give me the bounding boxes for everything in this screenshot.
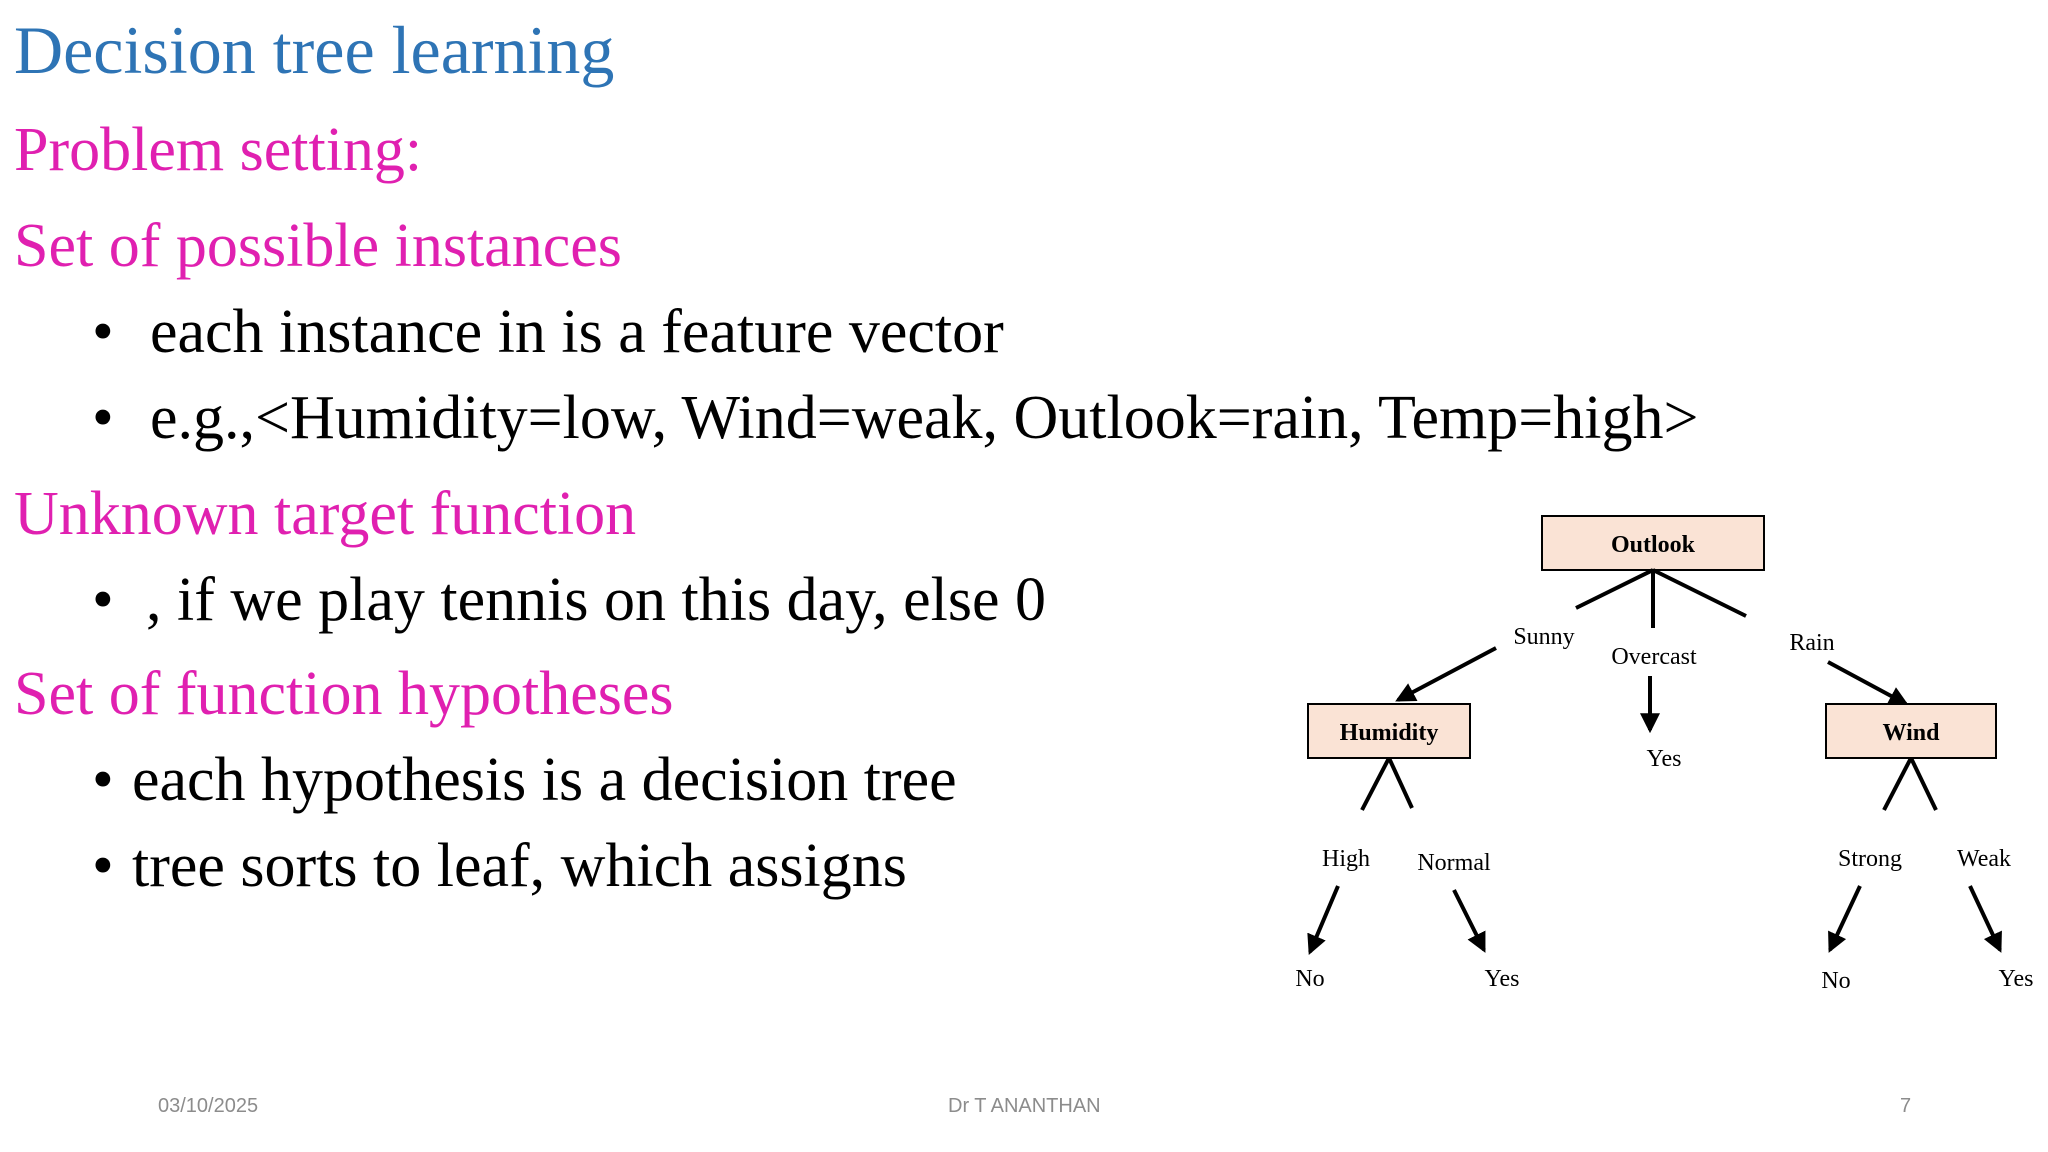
- edge-humidity-normal-upper: [1389, 758, 1412, 808]
- edge-high-to-no: [1310, 886, 1338, 952]
- bullet-text: e.g.,<Humidity=low, Wind=weak, Outlook=rain, Temp=high>: [150, 384, 1699, 452]
- bullet-dot: •: [92, 298, 114, 366]
- branch-label-strong: Strong: [1837, 846, 1903, 872]
- bullet-text: tree sorts to leaf, which assigns: [132, 832, 907, 900]
- hypotheses-heading: Set of function hypotheses: [14, 660, 674, 728]
- edge-normal-to-yes: [1454, 890, 1484, 950]
- branch-label-weak: Weak: [1956, 846, 2012, 872]
- instances-heading: Set of possible instances: [14, 212, 622, 280]
- edge-outlook-rain-upper: [1653, 570, 1746, 616]
- edge-humidity-high-upper: [1362, 758, 1389, 810]
- branch-label-high: High: [1322, 846, 1370, 872]
- edge-weak-to-yes: [1970, 886, 2000, 950]
- leaf-weak-yes: Yes: [1998, 966, 2034, 992]
- edge-outlook-sunny-upper: [1576, 570, 1653, 608]
- bullet-dot: •: [92, 832, 114, 900]
- branch-label-normal: Normal: [1417, 850, 1491, 876]
- footer-author: Dr T ANANTHAN: [948, 1095, 1101, 1117]
- branch-label-sunny: Sunny: [1513, 624, 1575, 650]
- wind-node: [1826, 704, 1996, 758]
- bullet-dot: •: [92, 566, 114, 634]
- leaf-overcast-yes: Yes: [1646, 746, 1682, 772]
- bullet-text: , if we play tennis on this day, else 0: [146, 566, 1046, 634]
- humidity-node: [1308, 704, 1470, 758]
- bullet-text: each instance in is a feature vector: [150, 298, 1004, 366]
- humidity-node-label: Humidity: [1339, 720, 1439, 746]
- branch-label-rain: Rain: [1789, 630, 1835, 656]
- outlook-node-label: Outlook: [1610, 532, 1696, 558]
- problem-setting-heading: Problem setting:: [14, 116, 423, 184]
- leaf-strong-no: No: [1821, 968, 1851, 994]
- branch-label-overcast: Overcast: [1611, 644, 1697, 670]
- edge-strong-to-no: [1830, 886, 1860, 950]
- bullet-dot: •: [92, 746, 114, 814]
- target-function-heading: Unknown target function: [14, 480, 637, 548]
- footer-date: 03/10/2025: [158, 1095, 259, 1117]
- edge-sunny-to-humidity: [1398, 648, 1496, 700]
- wind-node-label: Wind: [1882, 720, 1940, 746]
- leaf-high-no: No: [1295, 966, 1325, 992]
- outlook-node: [1542, 516, 1764, 570]
- edge-wind-strong-upper: [1884, 758, 1911, 810]
- slide-title: Decision tree learning: [14, 12, 615, 88]
- leaf-normal-yes: Yes: [1484, 966, 1520, 992]
- bullet-text: each hypothesis is a decision tree: [132, 746, 957, 814]
- footer-page-number: 7: [1900, 1095, 1912, 1117]
- edge-wind-weak-upper: [1911, 758, 1936, 810]
- bullet-dot: •: [92, 384, 114, 452]
- edge-rain-to-wind: [1828, 662, 1906, 704]
